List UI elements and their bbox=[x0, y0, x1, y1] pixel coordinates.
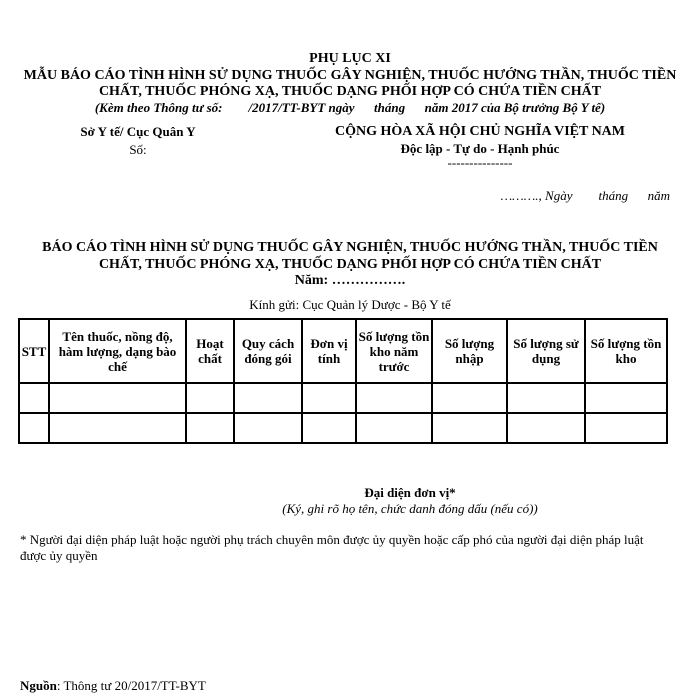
table-cell bbox=[585, 413, 667, 443]
report-table bbox=[18, 318, 668, 444]
report-year: Năm: ……………. bbox=[294, 273, 406, 288]
table-cell bbox=[585, 383, 667, 413]
agency-name: Sở Y tế/ Cục Quân Y bbox=[80, 124, 196, 139]
column-header-stt: STT bbox=[19, 319, 49, 383]
table-cell bbox=[19, 413, 49, 443]
national-motto: Độc lập - Tự do - Hạnh phúc bbox=[400, 141, 560, 156]
column-header-drug-name: Tên thuốc, nồng độ, hàm lượng, dạng bào chế bbox=[49, 319, 186, 383]
table-row bbox=[19, 383, 667, 413]
report-title-line2: CHẤT, THUỐC PHÓNG XẠ, THUỐC DẠNG PHỐI HỢP CÓ CHỨA TIỀN CHẤT bbox=[98, 257, 602, 272]
table-cell bbox=[302, 383, 356, 413]
table-cell bbox=[432, 413, 507, 443]
column-header-unit: Đơn vị tính bbox=[302, 319, 356, 383]
source-text: : Thông tư 20/2017/TT-BYT bbox=[56, 678, 206, 693]
column-header-active-ingredient: Hoạt chất bbox=[186, 319, 234, 383]
appendix-label: PHỤ LỤC XI bbox=[309, 51, 391, 66]
table-cell bbox=[49, 383, 186, 413]
table-cell bbox=[19, 383, 49, 413]
form-title-line2: CHẤT, THUỐC PHÓNG XẠ, THUỐC DẠNG PHỐI HỢP CÓ CHỨA TIỀN CHẤT bbox=[98, 84, 602, 99]
report-recipient: Kính gửi: Cục Quản lý Dược - Bộ Y tế bbox=[249, 297, 451, 312]
column-header-quantity-in: Số lượng nhập bbox=[432, 319, 507, 383]
column-header-packaging: Quy cách đóng gói bbox=[234, 319, 302, 383]
report-title-line1: BÁO CÁO TÌNH HÌNH SỬ DỤNG THUỐC GÂY NGHIỆN, THUỐC HƯỚNG THẦN, THUỐC TIỀN bbox=[42, 240, 658, 255]
table-cell bbox=[234, 413, 302, 443]
table-cell bbox=[507, 413, 585, 443]
table-row bbox=[19, 413, 667, 443]
date-line: ………., Ngày tháng năm bbox=[500, 188, 670, 203]
table-cell bbox=[186, 383, 234, 413]
source-label: Nguồn bbox=[20, 678, 57, 693]
document-number: Số: bbox=[129, 142, 147, 157]
table-cell bbox=[186, 413, 234, 443]
signature-title: Đại diện đơn vị* bbox=[364, 485, 456, 500]
table-cell bbox=[356, 383, 432, 413]
table-cell bbox=[49, 413, 186, 443]
table-cell bbox=[302, 413, 356, 443]
nation-title: CỘNG HÒA XÃ HỘI CHỦ NGHĨA VIỆT NAM bbox=[334, 124, 625, 139]
table-cell bbox=[234, 383, 302, 413]
column-header-stock-on-hand: Số lượng tồn kho bbox=[585, 319, 667, 383]
footnote: * Người đại diện pháp luật hoặc người phụ trách chuyên môn được ủy quyền hoặc cấp phó của người đại diện pháp luật được ủy quyền bbox=[20, 532, 644, 563]
table-header-row bbox=[19, 319, 667, 383]
source-line bbox=[20, 678, 420, 694]
table-cell bbox=[507, 383, 585, 413]
table-cell bbox=[356, 413, 432, 443]
signature-note: (Ký, ghi rõ họ tên, chức danh đóng dấu (nếu có)) bbox=[282, 501, 538, 516]
column-header-quantity-used: Số lượng sử dụng bbox=[507, 319, 585, 383]
motto-divider: --------------- bbox=[447, 155, 513, 170]
attached-note: (Kèm theo Thông tư số: /2017/TT-BYT ngày tháng năm 2017 của Bộ trưởng Bộ Y tế) bbox=[94, 100, 606, 115]
form-title-line1: MẪU BÁO CÁO TÌNH HÌNH SỬ DỤNG THUỐC GÂY NGHIỆN, THUỐC HƯỚNG THẦN, THUỐC TIỀN bbox=[23, 68, 677, 83]
table-cell bbox=[432, 383, 507, 413]
column-header-prior-stock: Số lượng tồn kho năm trước bbox=[356, 319, 432, 383]
